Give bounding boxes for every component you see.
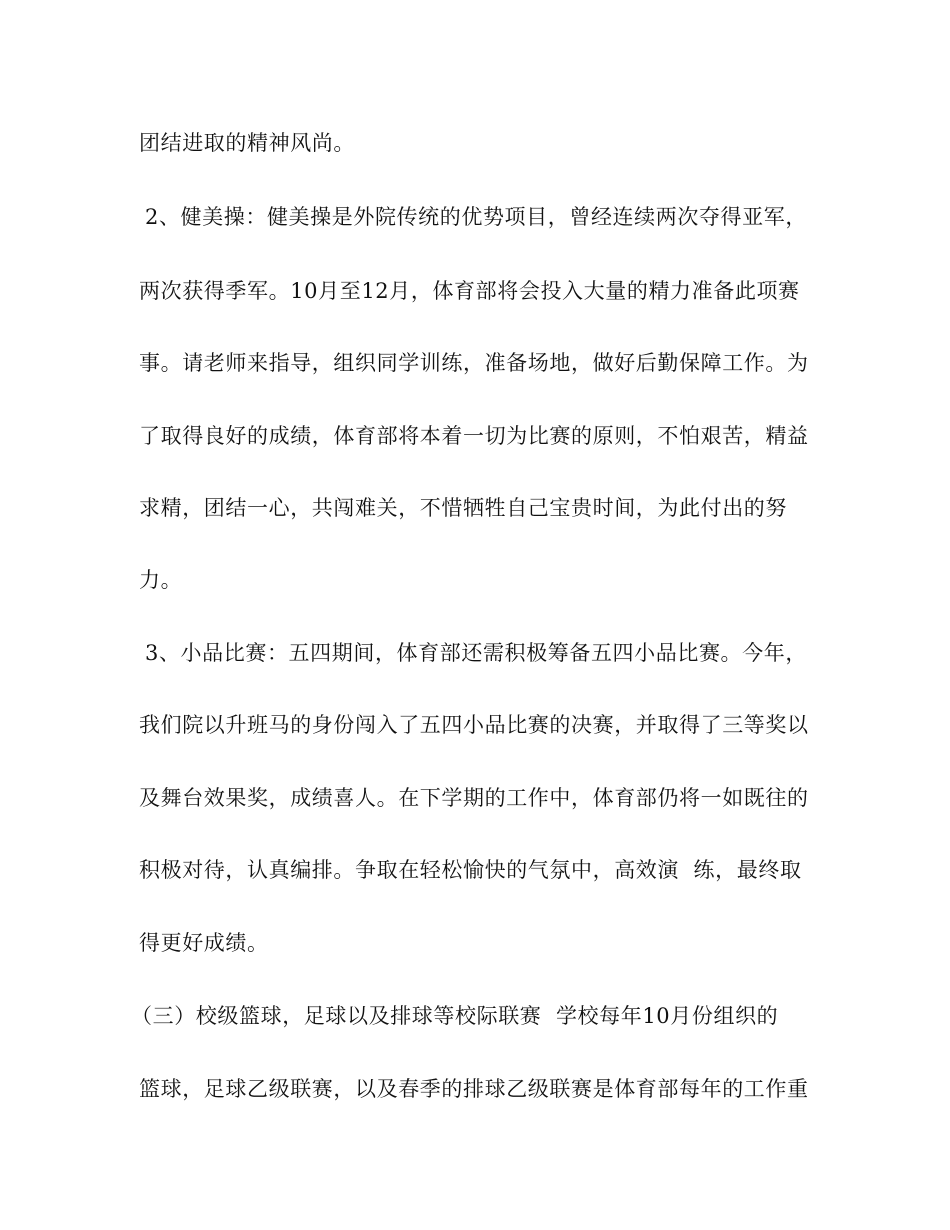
text-line: 事。请老师来指导，组织同学训练，准备场地，做好后勤保障工作。为	[139, 351, 809, 375]
text-line: （三）校级篮球，足球以及排球等校际联赛 学校每年10月份组织的	[131, 1004, 779, 1028]
text-line: 我们院以升班马的身份闯入了五四小品比赛的决赛，并取得了三等奖以	[139, 713, 809, 737]
text-line: 力。	[139, 568, 183, 592]
text-line: 了取得良好的成绩，体育部将本着一切为比赛的原则，不怕艰苦，精益	[139, 424, 809, 448]
text-line: 得更好成绩。	[139, 931, 269, 955]
text-line: 及舞台效果奖，成绩喜人。在下学期的工作中，体育部仍将一如既往的	[139, 786, 809, 810]
text-line: 2、健美操：健美操是外院传统的优势项目，曾经连续两次夺得亚军，	[145, 205, 807, 229]
text-line: 求精，团结一心，共闯难关，不惜牺牲自己宝贵时间，为此付出的努	[139, 496, 787, 520]
text-line: 篮球，足球乙级联赛，以及春季的排球乙级联赛是体育部每年的工作重	[139, 1077, 809, 1101]
text-line: 两次获得季军。10月至12月，体育部将会投入大量的精力准备此项赛	[139, 279, 800, 303]
text-line: 团结进取的精神风尚。	[139, 131, 355, 155]
text-line: 积极对待，认真编排。争取在轻松愉快的气氛中，高效演 练，最终取	[139, 858, 802, 882]
text-line: 3、小品比赛：五四期间，体育部还需积极筹备五四小品比赛。今年，	[145, 641, 807, 665]
